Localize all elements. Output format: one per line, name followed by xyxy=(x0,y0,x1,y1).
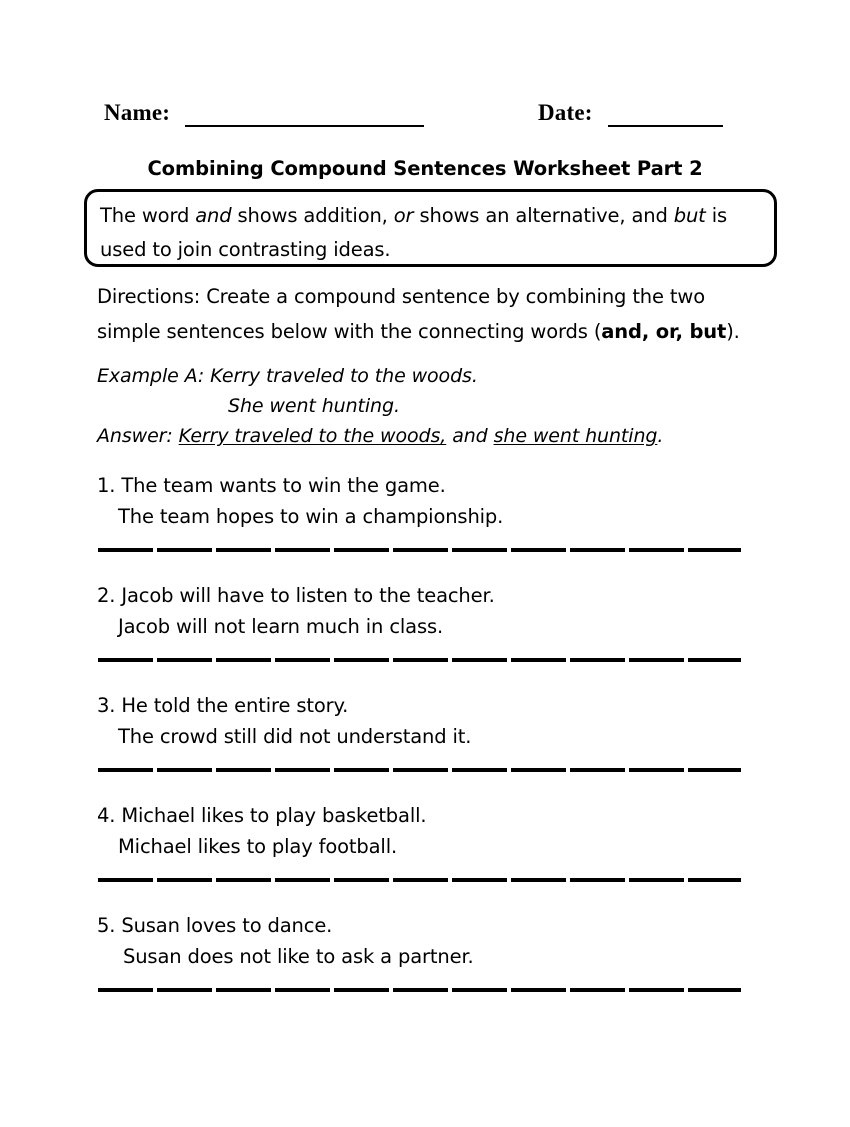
question-3-line-1: 3. He told the entire story. xyxy=(97,694,349,717)
question-3-line-2: The crowd still did not understand it. xyxy=(118,725,472,748)
name-date-header xyxy=(0,98,850,132)
definition-word-or: or xyxy=(393,204,414,227)
directions-before: Directions: Create a compound sentence by combining the two simple sentences below with the connecting words ( xyxy=(97,285,705,343)
answer-line-3[interactable] xyxy=(98,768,741,772)
example-second-sentence: She went hunting. xyxy=(228,395,400,417)
question-1-line-2: The team hopes to win a championship. xyxy=(118,505,504,528)
question-item-4 xyxy=(97,800,777,862)
directions-text xyxy=(97,279,747,349)
answer-line-1[interactable] xyxy=(98,548,741,552)
definition-word-and: and xyxy=(195,204,232,227)
example-sentence-one: Kerry traveled to the woods. xyxy=(204,365,478,387)
question-5-line-1: 5. Susan loves to dance. xyxy=(97,914,333,937)
directions-after: ). xyxy=(726,320,740,343)
example-answer-label: Answer: xyxy=(97,425,173,447)
directions-connectors: and, or, but xyxy=(601,320,727,343)
question-item-3 xyxy=(97,690,777,752)
name-blank-line[interactable] xyxy=(185,125,424,127)
question-item-2 xyxy=(97,580,777,642)
example-answer xyxy=(97,421,757,451)
example-block xyxy=(97,361,757,451)
question-item-5 xyxy=(97,910,777,972)
definition-suffix: is used to join contrasting ideas. xyxy=(100,204,727,261)
question-1-line-1: 1. The team wants to win the game. xyxy=(97,474,446,497)
example-answer-part-one: Kerry traveled to the woods, xyxy=(178,425,447,447)
example-first-sentence xyxy=(97,361,757,391)
question-2-line-2: Jacob will not learn much in class. xyxy=(118,615,444,638)
definition-word-but: but xyxy=(673,204,706,227)
definition-prefix: The word xyxy=(100,204,196,227)
example-answer-connector: and xyxy=(446,425,494,447)
answer-line-4[interactable] xyxy=(98,878,741,882)
question-4-line-2: Michael likes to play football. xyxy=(118,835,398,858)
definition-mid-2: shows an alternative, and xyxy=(413,204,674,227)
question-5-line-2: Susan does not like to ask a partner. xyxy=(123,945,474,968)
example-answer-part-two: she went hunting xyxy=(493,425,658,447)
question-2-line-1: 2. Jacob will have to listen to the teacher. xyxy=(97,584,495,607)
page-title: Combining Compound Sentences Worksheet Part 2 xyxy=(147,157,703,180)
answer-line-2[interactable] xyxy=(98,658,741,662)
definition-box xyxy=(84,189,777,267)
name-label: Name: xyxy=(104,100,171,125)
definition-text xyxy=(100,199,766,267)
question-4-line-1: 4. Michael likes to play basketball. xyxy=(97,804,427,827)
date-blank-line[interactable] xyxy=(608,125,723,127)
answer-line-5[interactable] xyxy=(98,988,741,992)
question-item-1 xyxy=(97,470,777,532)
date-label: Date: xyxy=(538,100,593,125)
definition-mid-1: shows addition, xyxy=(231,204,394,227)
example-answer-end: . xyxy=(657,425,664,447)
example-label: Example A: xyxy=(97,365,205,387)
